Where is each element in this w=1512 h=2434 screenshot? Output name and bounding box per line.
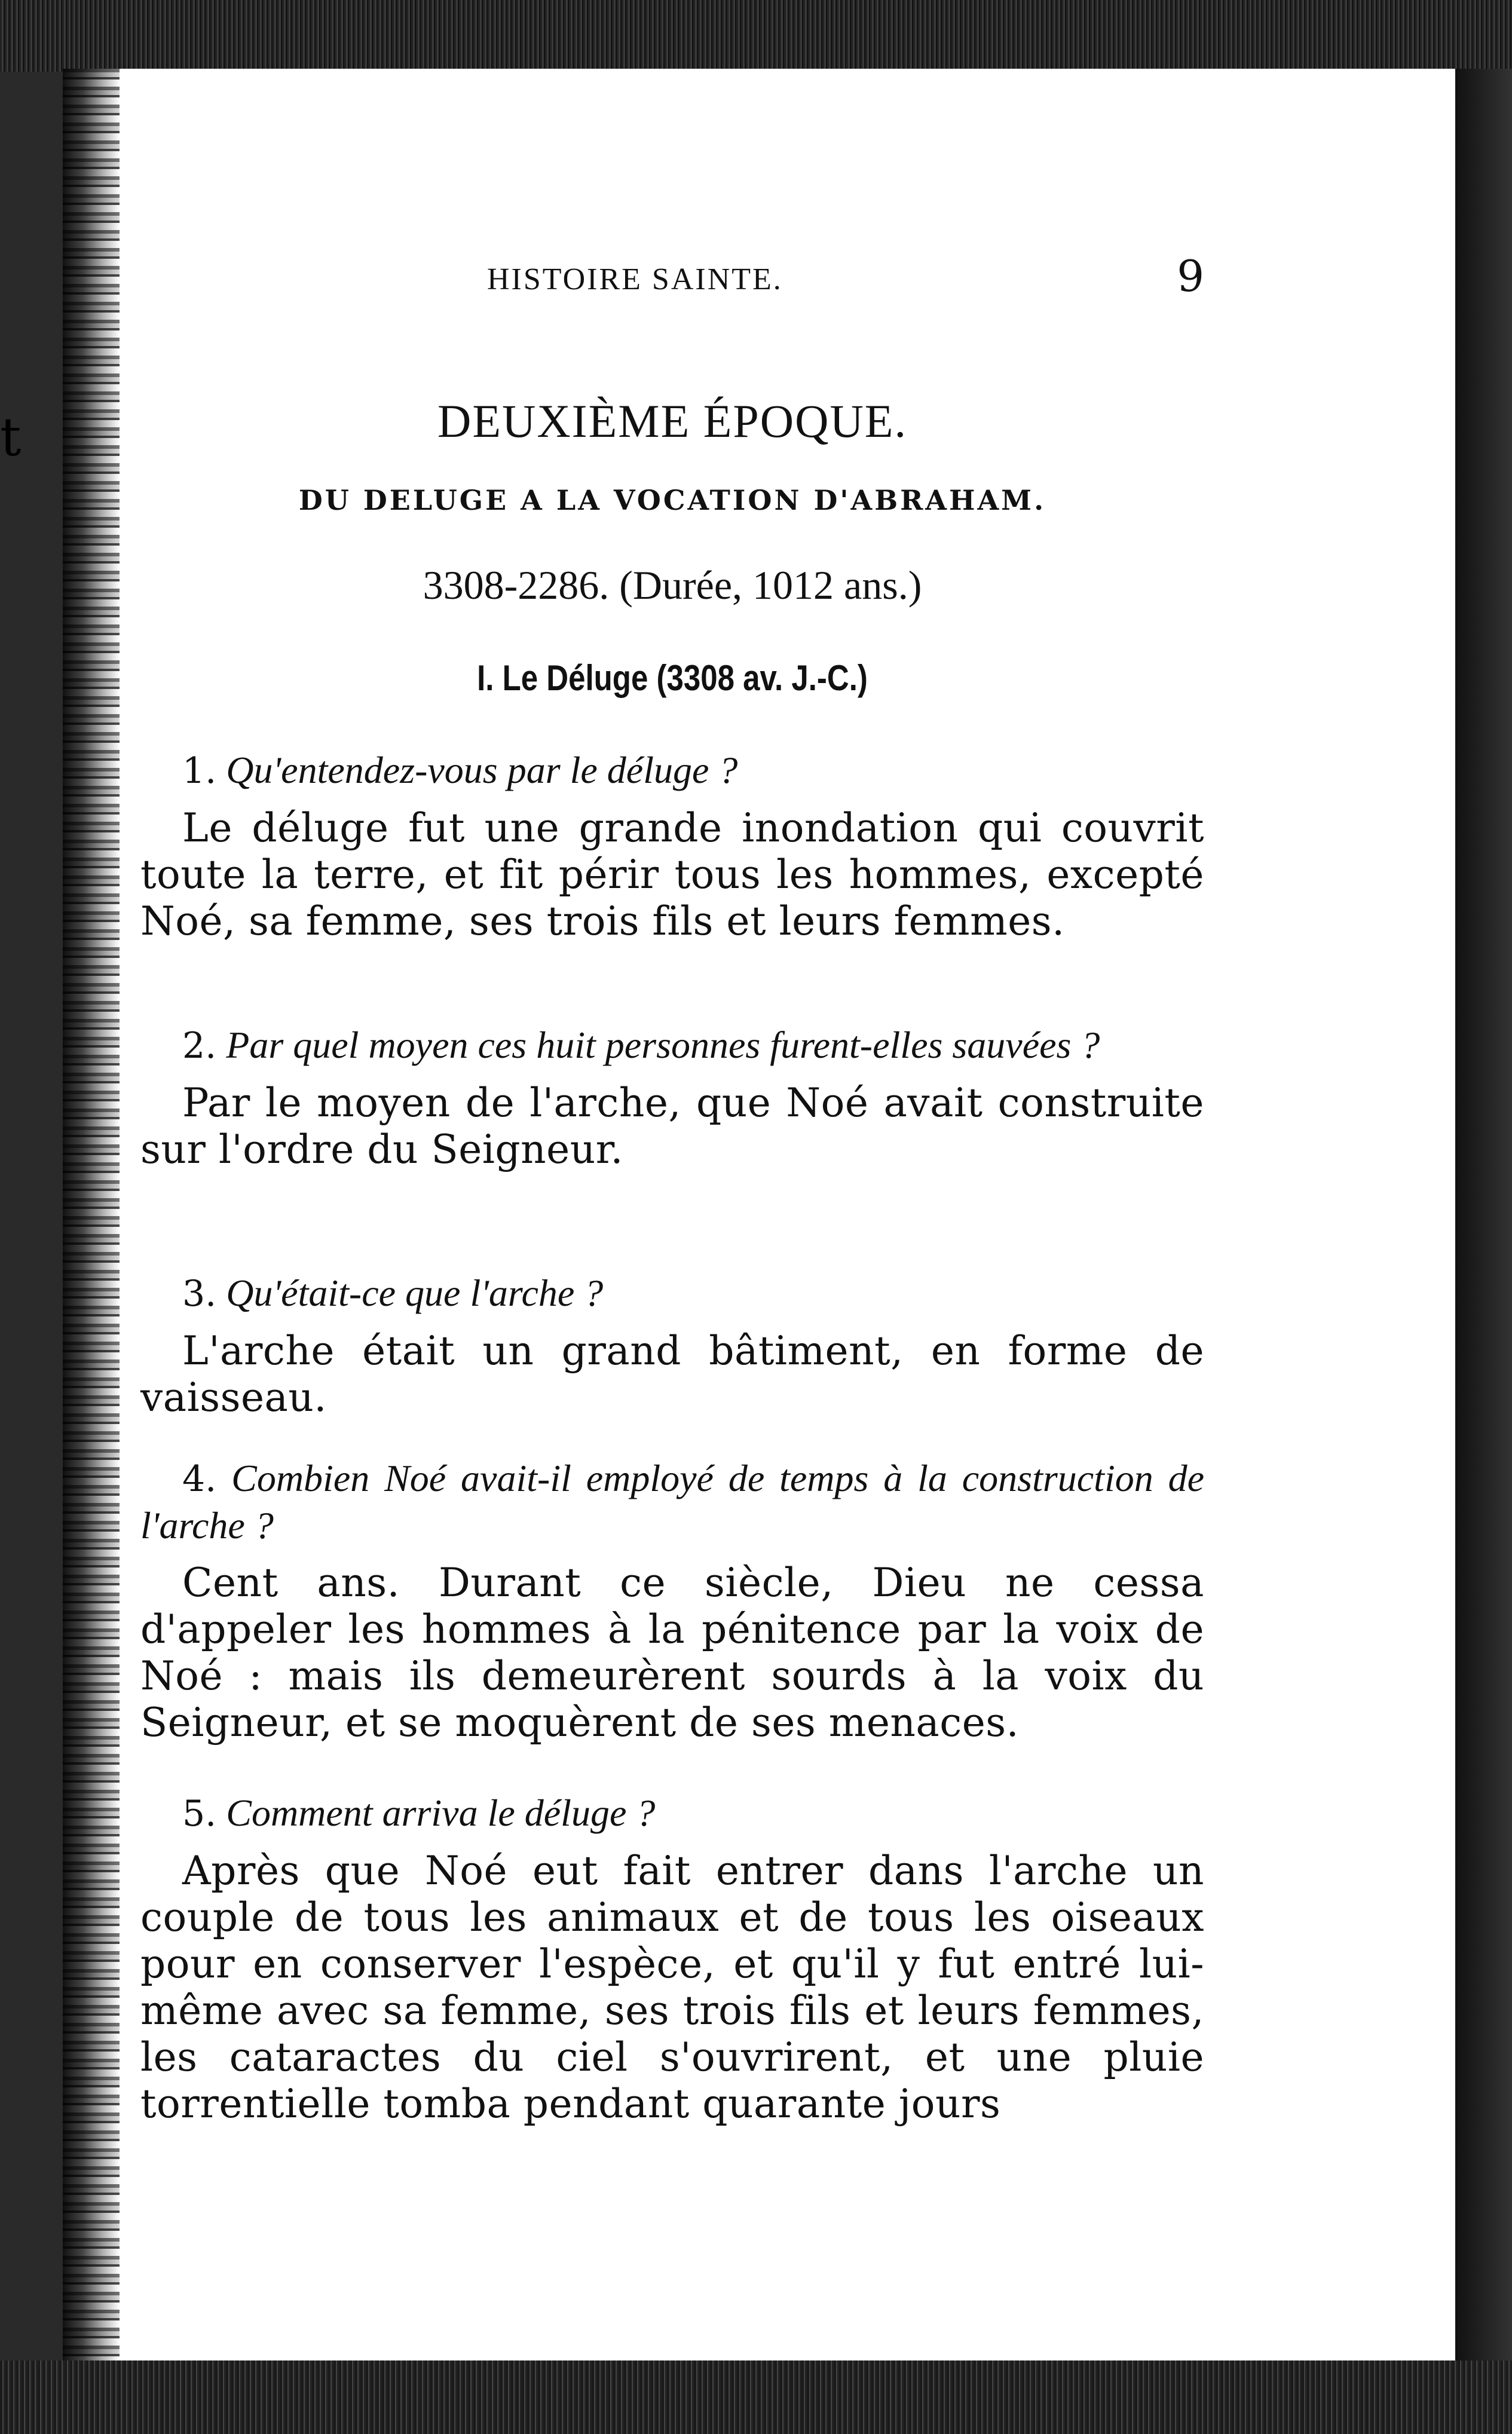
qa-item	[140, 747, 1204, 945]
scan-border-top	[0, 0, 1512, 72]
epoch-title: DEUXIÈME ÉPOQUE.	[437, 395, 907, 447]
qa-item	[140, 1455, 1204, 1746]
scan-border-right	[1455, 69, 1512, 2363]
epoch-dates: 3308-2286. (Durée, 1012 ans.)	[423, 562, 922, 608]
question-text: Comment arriva le déluge ?	[226, 1792, 656, 1834]
question	[140, 1790, 1204, 1837]
question-text: Qu'entendez-vous par le déluge ?	[226, 749, 738, 791]
answer: Cent ans. Durant ce siècle, Dieu ne cessa d'appeler les hommes à la pénitence par la voix de Noé : mais ils demeurèrent sourds à la voix du Seigneur, et se moquèrent de ses menaces.	[140, 1560, 1204, 1746]
epoch-subtitle: DU DELUGE A LA VOCATION D'ABRAHAM.	[298, 484, 1046, 516]
question-text: Qu'était-ce que l'arche ?	[226, 1272, 604, 1314]
page-number: 9	[1177, 251, 1204, 301]
question-text: Combien Noé avait-il employé de temps à la construction de l'arche ?	[140, 1457, 1205, 1547]
question-number: 1.	[182, 750, 217, 792]
running-head	[140, 251, 1204, 299]
question	[140, 1455, 1204, 1549]
answer: Par le moyen de l'arche, que Noé avait construite sur l'ordre du Seigneur.	[140, 1080, 1204, 1172]
qa-item	[140, 1270, 1204, 1421]
qa-item	[140, 1022, 1204, 1173]
question-number: 4.	[182, 1458, 217, 1500]
question	[140, 1022, 1204, 1069]
scan-border-bottom	[0, 2360, 1512, 2434]
margin-fragment: t	[0, 406, 22, 468]
answer: Après que Noé eut fait entrer dans l'arche un couple de tous les animaux et de tous les oiseaux pour en conserver l'espèce, et qu'il y fut entré lui-même avec sa femme, ses trois fils et leurs femmes, les cataractes du ciel s'ouvrirent, et une pluie torrentielle tomba pendant quarante jours	[140, 1848, 1204, 2127]
question	[140, 747, 1204, 794]
answer: Le déluge fut une grande inondation qui couvrit toute la terre, et fit périr tous les hommes, excepté Noé, sa femme, ses trois fils et leurs femmes.	[140, 805, 1204, 944]
question-number: 3.	[182, 1273, 217, 1315]
question-number: 2.	[182, 1025, 217, 1067]
question	[140, 1270, 1204, 1317]
question-number: 5.	[182, 1793, 217, 1835]
question-text: Par quel moyen ces huit personnes furent-elles sauvées ?	[226, 1024, 1100, 1066]
qa-item	[140, 1790, 1204, 2129]
page-binding-edge	[63, 69, 120, 2363]
answer: L'arche était un grand bâtiment, en forme de vaisseau.	[140, 1328, 1204, 1420]
section-heading: I. Le Déluge (3308 av. J.-C.)	[477, 658, 868, 698]
running-title: HISTOIRE SAINTE.	[487, 262, 783, 296]
